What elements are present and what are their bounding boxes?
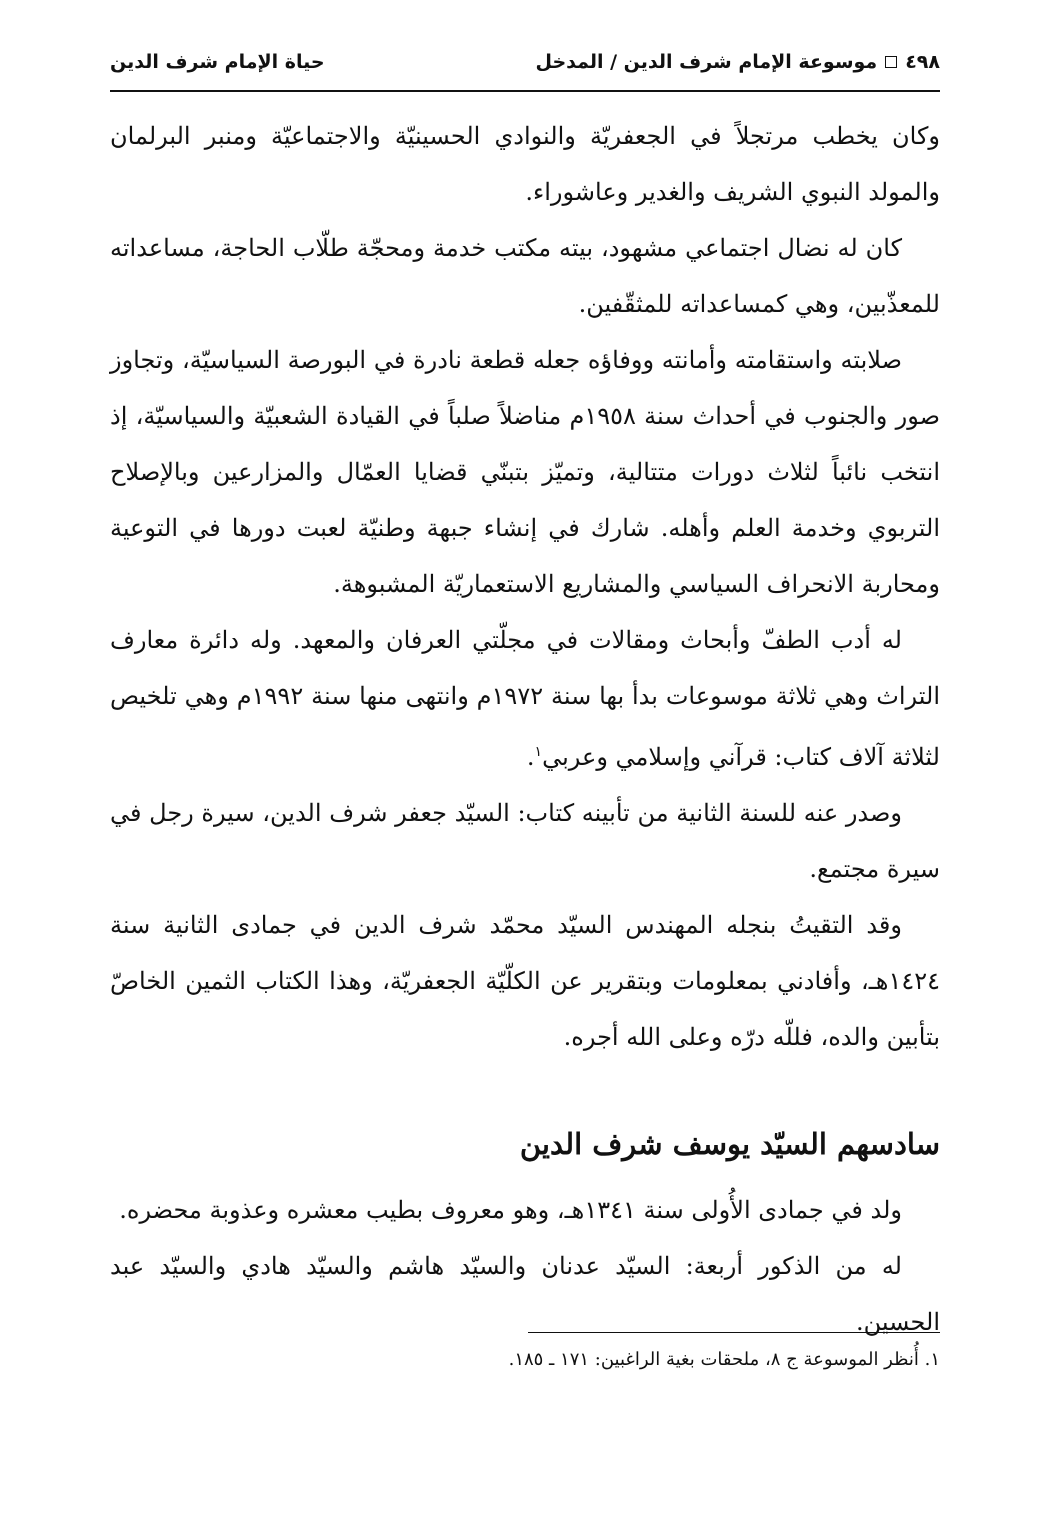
footnote-reference: ١ — [534, 744, 543, 760]
running-header — [110, 42, 940, 82]
chapter-title: حياة الإمام شرف الدين — [110, 51, 325, 73]
main-text — [110, 108, 940, 1065]
footnote: ١. أُنظر الموسوعة ج ٨، ملحقات بغية الراغبين: ١٧١ ـ ١٨٥. — [508, 1349, 940, 1370]
paragraph-text: له أدب الطفّ وأبحاث ومقالات في مجلّتي العرفان والمعهد. وله دائرة معارف التراث وهي ثلاثة موسوعات بدأ بها سنة ١٩٧٢م وانتهى منها سنة ١٩٩٢م وهي تلخيص لثلاثة آلاف كتاب: قرآني وإسلامي وعربي — [110, 626, 940, 771]
header-rule — [110, 90, 940, 92]
paragraph: وصدر عنه للسنة الثانية من تأبينه كتاب: السيّد جعفر شرف الدين، سيرة رجل في سيرة مجتمع. — [110, 799, 940, 883]
paragraph: صلابته واستقامته وأمانته ووفاؤه جعله قطعة نادرة في البورصة السياسيّة، وتجاوز صور والجنوب في أحداث سنة ١٩٥٨م مناضلاً صلباً في القيادة الشعبيّة والسياسيّة، إذ انتخب نائباً لثلاث دورات متتالية، وتميّز بتبنّي قضايا العمّال والمزارعين وبالإصلاح التربوي وخدمة العلم وأهله. شارك في إنشاء جبهة وطنيّة لعبت دورها في التوعية ومحاربة الانحراف السياسي والمشاريع الاستعماريّة المشبوهة. — [110, 346, 940, 598]
paragraph: له أدب الطفّ وأبحاث ومقالات في مجلّتي العرفان والمعهد. وله دائرة معارف التراث وهي ثلاثة موسوعات بدأ بها سنة ١٩٧٢م وانتهى منها سنة ١٩٩٢م وهي تلخيص لثلاثة آلاف كتاب: قرآني وإسلامي وعربي$^١$. — [110, 626, 940, 771]
header-book-info — [535, 51, 940, 73]
footnote-rule — [528, 1332, 940, 1333]
paragraph: ولد في جمادى الأُولى سنة ١٣٤١هـ، وهو معروف بطيب معشره وعذوبة محضره. — [119, 1196, 902, 1224]
page-number: ٤٩٨ — [905, 51, 940, 73]
section-heading: سادسهم السيّد يوسف شرف الدين — [519, 1127, 940, 1161]
paragraph: له من الذكور أربعة: السيّد عدنان والسيّد هاشم والسيّد هادي والسيّد عبد الحسين. — [110, 1252, 940, 1336]
section-text — [110, 1182, 940, 1350]
paragraph: كان له نضال اجتماعي مشهود، بيته مكتب خدمة ومحجّة طلّاب الحاجة، مساعداته للمعذّبين، وهي كمساعداته للمثقّفين. — [110, 234, 940, 318]
square-separator-icon — [885, 56, 897, 68]
paragraph: وقد التقيتُ بنجله المهندس السيّد محمّد شرف الدين في جمادى الثانية سنة ١٤٢٤هـ، وأفادني بمعلومات وبتقرير عن الكلّيّة الجعفريّة، وهذا الكتاب الثمين الخاصّ بتأبين والده، فللّه درّه وعلى الله أجره. — [110, 911, 940, 1051]
book-title: موسوعة الإمام شرف الدين / المدخل — [535, 51, 878, 73]
paragraph: وكان يخطب مرتجلاً في الجعفريّة والنوادي الحسينيّة والاجتماعيّة ومنبر البرلمان والمولد النبوي الشريف والغدير وعاشوراء. — [110, 122, 940, 206]
